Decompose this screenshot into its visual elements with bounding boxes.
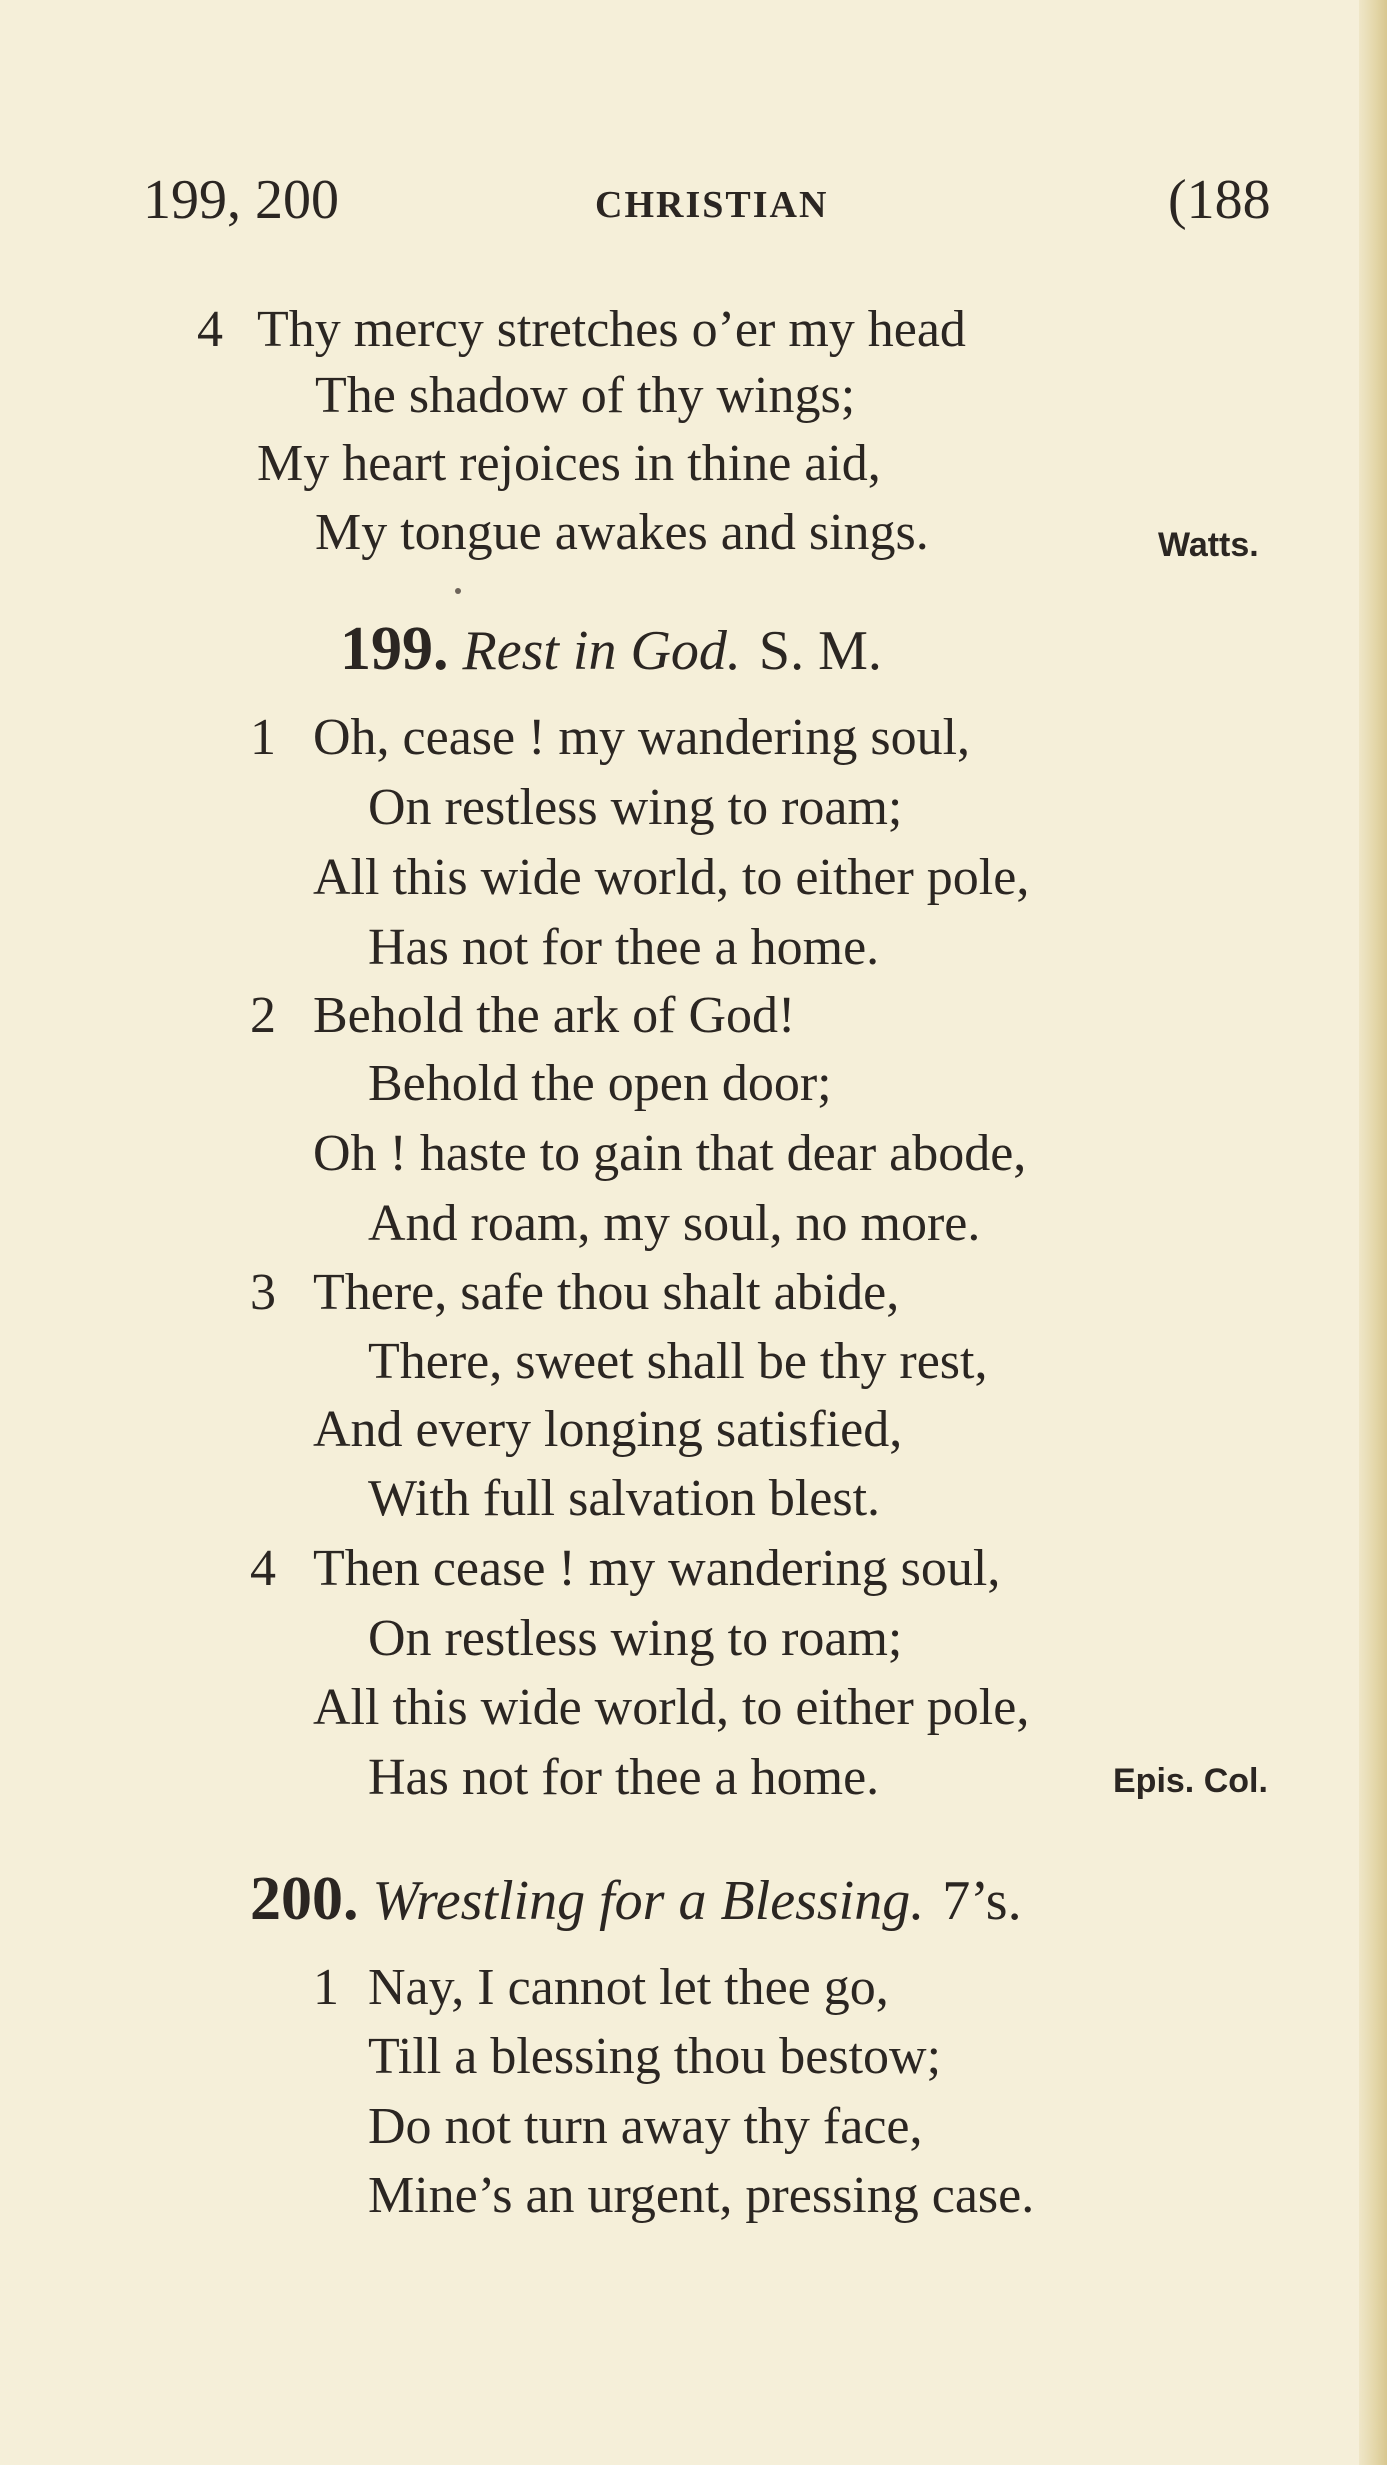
verse-line: All this wide world, to either pole, xyxy=(313,1679,1030,1736)
hymn-199-meter: S. M. xyxy=(758,620,882,682)
verse-line: Oh, cease ! my wandering soul, xyxy=(313,709,971,766)
hymn-199-heading xyxy=(340,615,882,683)
hymn-199-verse-1-number: 1 xyxy=(250,709,276,766)
verse-line: Thy mercy stretches o’er my head xyxy=(257,301,966,358)
verse-line: Oh ! haste to gain that dear abode, xyxy=(313,1125,1027,1182)
verse-line: And roam, my soul, no more. xyxy=(368,1195,981,1252)
verse-line: Behold the open door; xyxy=(368,1055,832,1112)
running-head-title: CHRISTIAN xyxy=(595,184,829,226)
hymn-199-verse-4-number: 4 xyxy=(250,1540,276,1597)
hymn-200-title: Wrestling for a Blessing. xyxy=(372,1870,925,1932)
running-head-page-range: 199, 200 xyxy=(143,169,339,231)
verse-line: Then cease ! my wandering soul, xyxy=(313,1540,1001,1597)
hymn-200-verse-1-number: 1 xyxy=(313,1959,339,2016)
carryover-author: Watts. xyxy=(1158,526,1259,564)
verse-line: Till a blessing thou bestow; xyxy=(368,2028,942,2085)
hymn-199-title: Rest in God. xyxy=(462,620,741,682)
hymn-199-number: 199. xyxy=(340,615,449,683)
verse-line: And every longing satisfied, xyxy=(313,1401,903,1458)
verse-line: My tongue awakes and sings. xyxy=(315,504,929,561)
hymn-199-verse-2-number: 2 xyxy=(250,987,276,1044)
verse-line: With full salvation blest. xyxy=(368,1470,881,1527)
hymn-200-number: 200. xyxy=(250,1865,359,1933)
verse-line: Behold the ark of God! xyxy=(313,987,796,1044)
running-head-page-number: (188 xyxy=(1168,169,1271,231)
verse-line: There, safe thou shalt abide, xyxy=(313,1264,900,1321)
verse-line: The shadow of thy wings; xyxy=(315,367,856,424)
verse-line: All this wide world, to either pole, xyxy=(313,849,1030,906)
hymn-199-verse-3-number: 3 xyxy=(250,1264,276,1321)
hymn-200-meter: 7’s. xyxy=(942,1870,1022,1932)
verse-line: Mine’s an urgent, pressing case. xyxy=(368,2167,1035,2224)
carryover-verse-number: 4 xyxy=(197,301,223,358)
verse-line: Do not turn away thy face, xyxy=(368,2098,923,2155)
verse-line: My heart rejoices in thine aid, xyxy=(257,435,881,492)
verse-line: On restless wing to roam; xyxy=(368,1610,903,1667)
verse-line: On restless wing to roam; xyxy=(368,779,903,836)
ornament-dot xyxy=(455,588,461,594)
hymn-200-heading xyxy=(250,1865,1022,1933)
verse-line: Nay, I cannot let thee go, xyxy=(368,1959,889,2016)
verse-line: Has not for thee a home. xyxy=(368,1749,880,1806)
page-edge xyxy=(1359,0,1387,2465)
verse-line: There, sweet shall be thy rest, xyxy=(368,1333,988,1390)
hymn-199-author: Epis. Col. xyxy=(1113,1762,1268,1800)
verse-line: Has not for thee a home. xyxy=(368,919,880,976)
